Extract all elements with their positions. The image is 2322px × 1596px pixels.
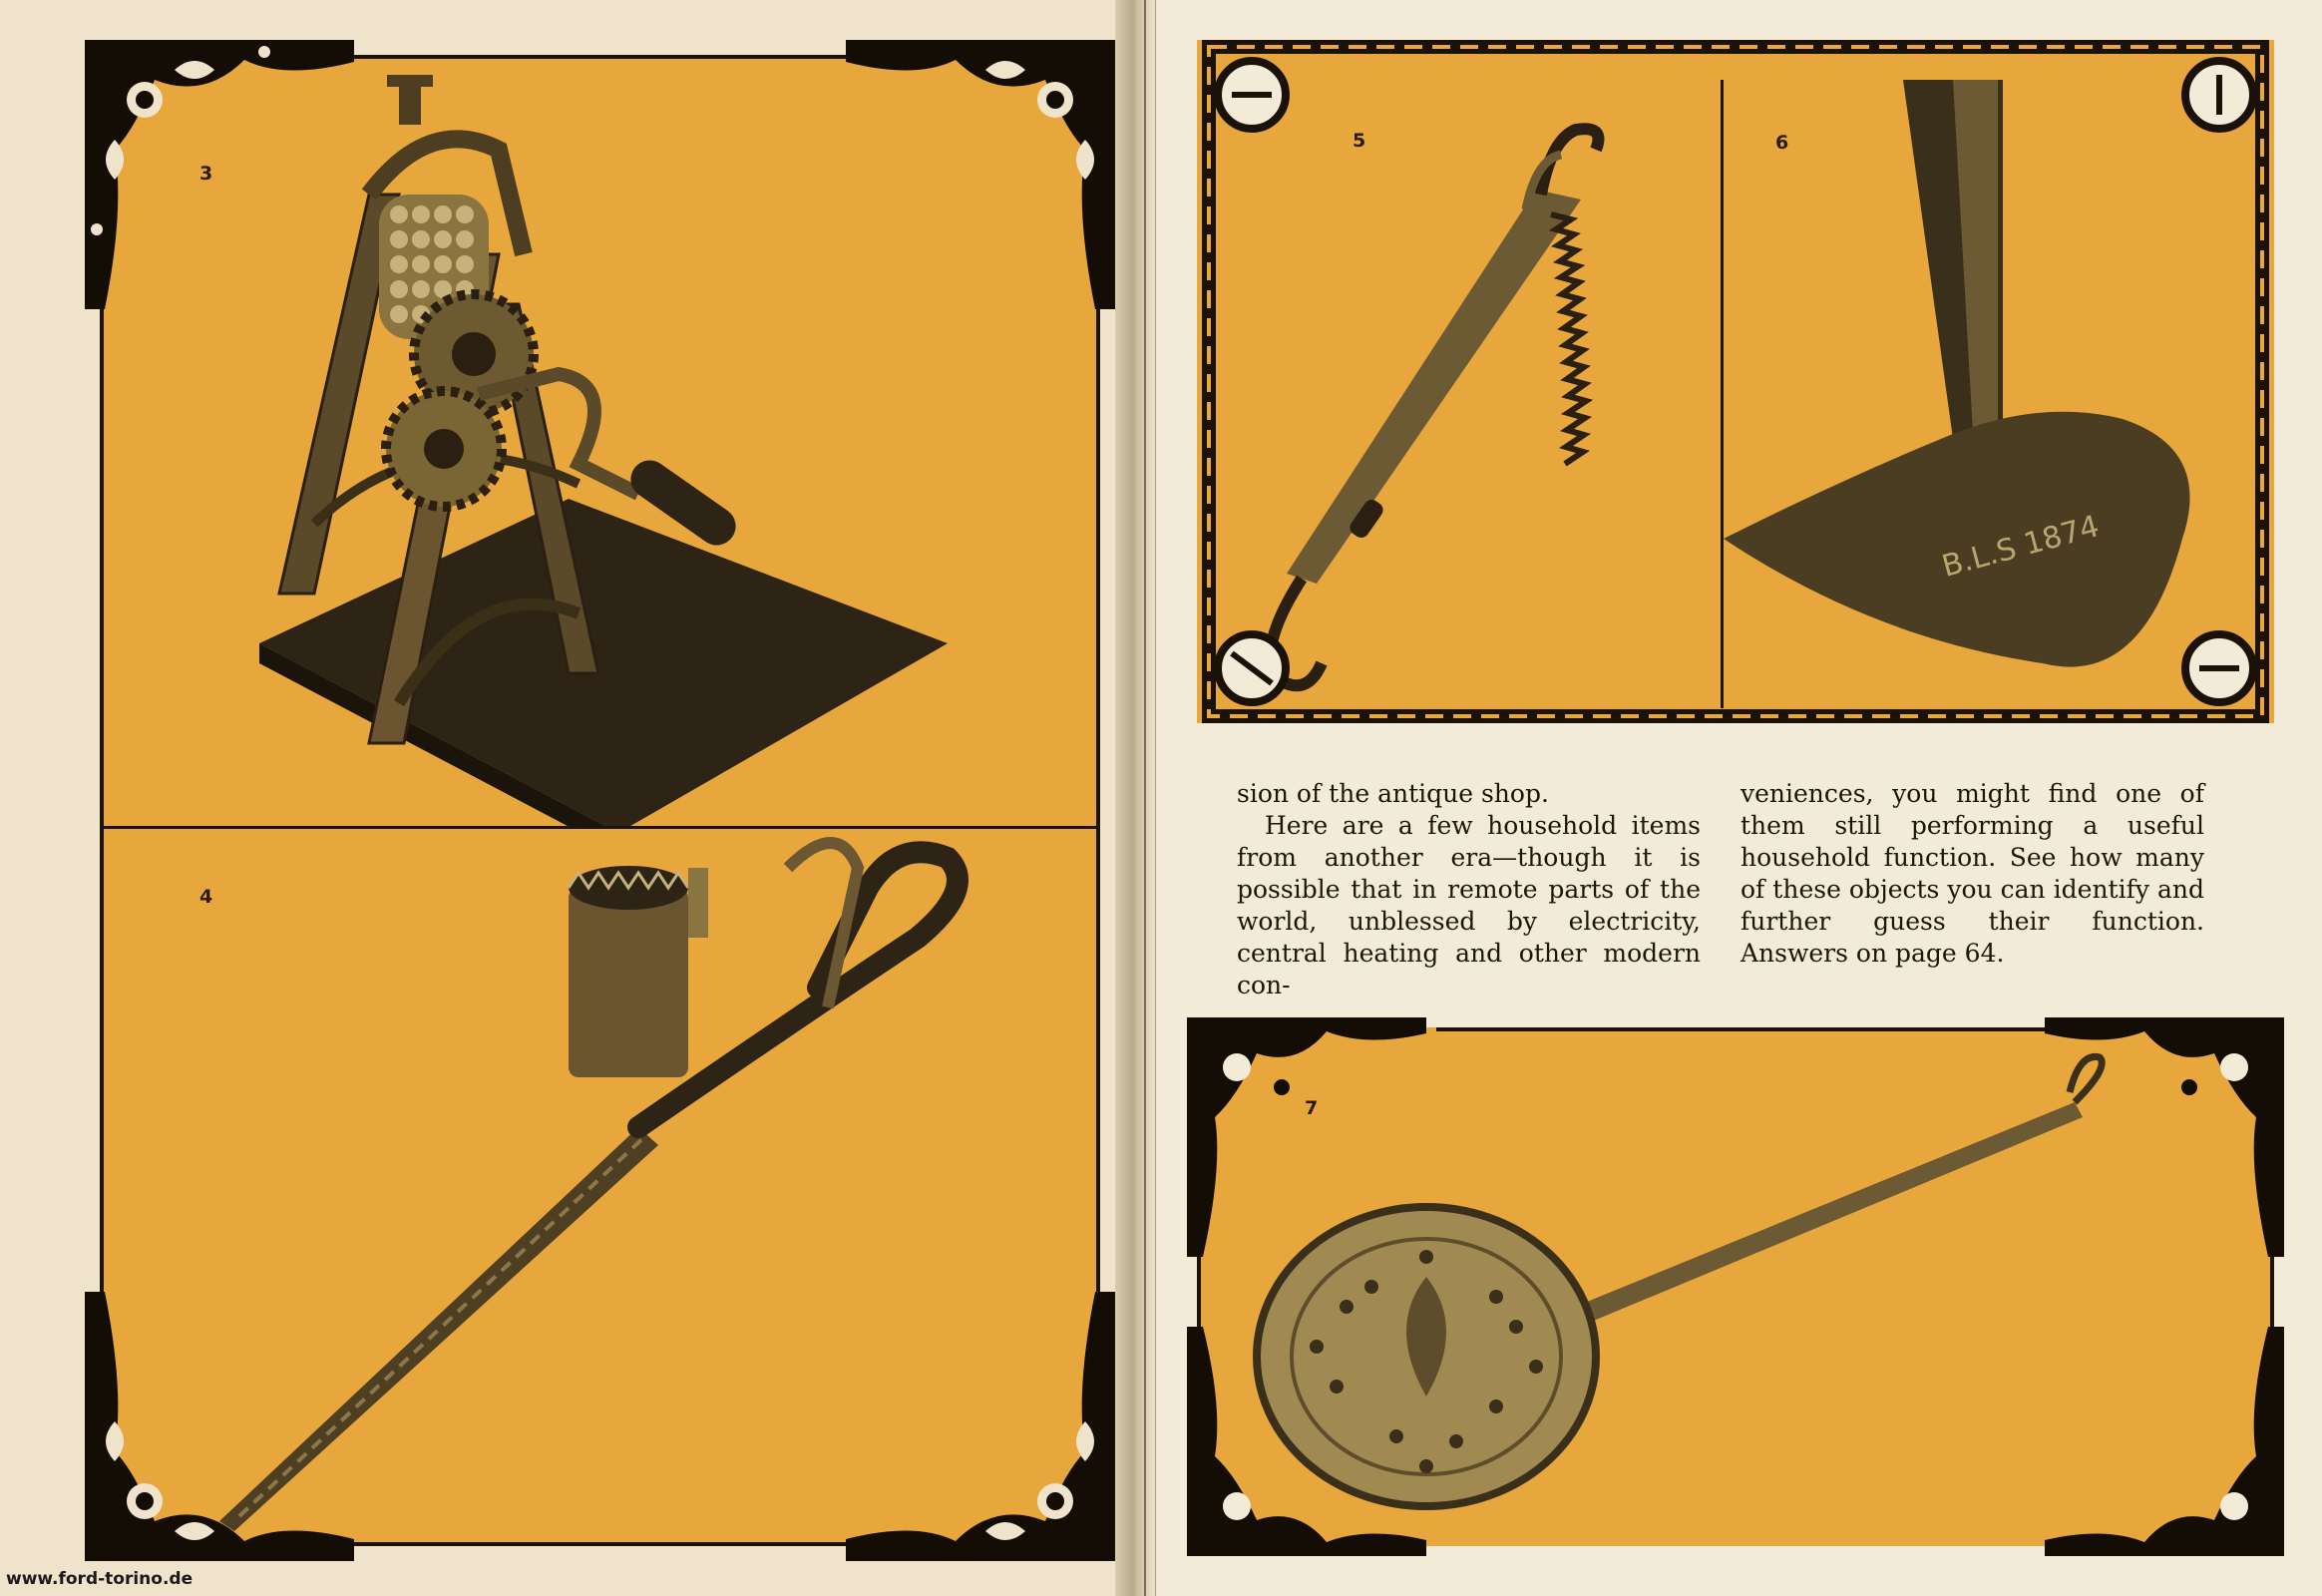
blade-marking: B.L.S 1874	[1938, 509, 2104, 585]
figure-6-number: 6	[1775, 132, 1789, 154]
ornament-corner-top-right	[846, 40, 1115, 309]
figure-7-number: 7	[1305, 1097, 1319, 1119]
article-column-1	[1237, 778, 1701, 1001]
left-frame-left	[100, 309, 104, 1297]
article-paragraph: veniences, you might find one of them still performing a useful household function. See how many of these objects you can identify and further guess their function. Answers on page 64.	[1741, 779, 2204, 968]
figure-3-number: 3	[199, 163, 213, 185]
ornament-frame-top-right-panel	[1197, 35, 2274, 728]
ornament-corner-bottom-right	[846, 1292, 1115, 1561]
article-paragraph: Here are a few household items from another era—though it is possible that in remote parts of the world, unblessed by electricity, central heating and other modern con-	[1237, 811, 1701, 999]
left-frame-right	[1096, 309, 1100, 1297]
figure-4-number: 4	[199, 886, 213, 908]
gutter-fold-line-secondary	[1155, 0, 1156, 1596]
candle-cup	[569, 866, 708, 1077]
bottom-panel-frame-top	[1436, 1027, 2055, 1031]
article-column-2	[1741, 778, 2204, 970]
ornament-corner-bottom-panel-bl	[1187, 1327, 1426, 1556]
screw-ornaments	[1218, 61, 2253, 702]
gutter-fold-line	[1144, 0, 1146, 1596]
article-paragraph: sion of the antique shop.	[1237, 779, 1549, 808]
book-gutter	[1115, 0, 1155, 1596]
ornament-corner-top-left	[85, 40, 354, 309]
watermark: www.ford-torino.de	[6, 1569, 194, 1589]
ornament-corner-bottom-left	[85, 1292, 354, 1561]
ornament-corner-bottom-panel-tl	[1187, 1017, 1426, 1257]
ornament-corner-bottom-panel-tr	[2045, 1017, 2284, 1257]
figure-5-number: 5	[1353, 130, 1366, 152]
left-frame-bottom	[349, 1542, 848, 1546]
left-frame-top	[349, 55, 848, 59]
ornament-corner-bottom-panel-br	[2045, 1327, 2284, 1556]
press-base	[259, 499, 948, 828]
